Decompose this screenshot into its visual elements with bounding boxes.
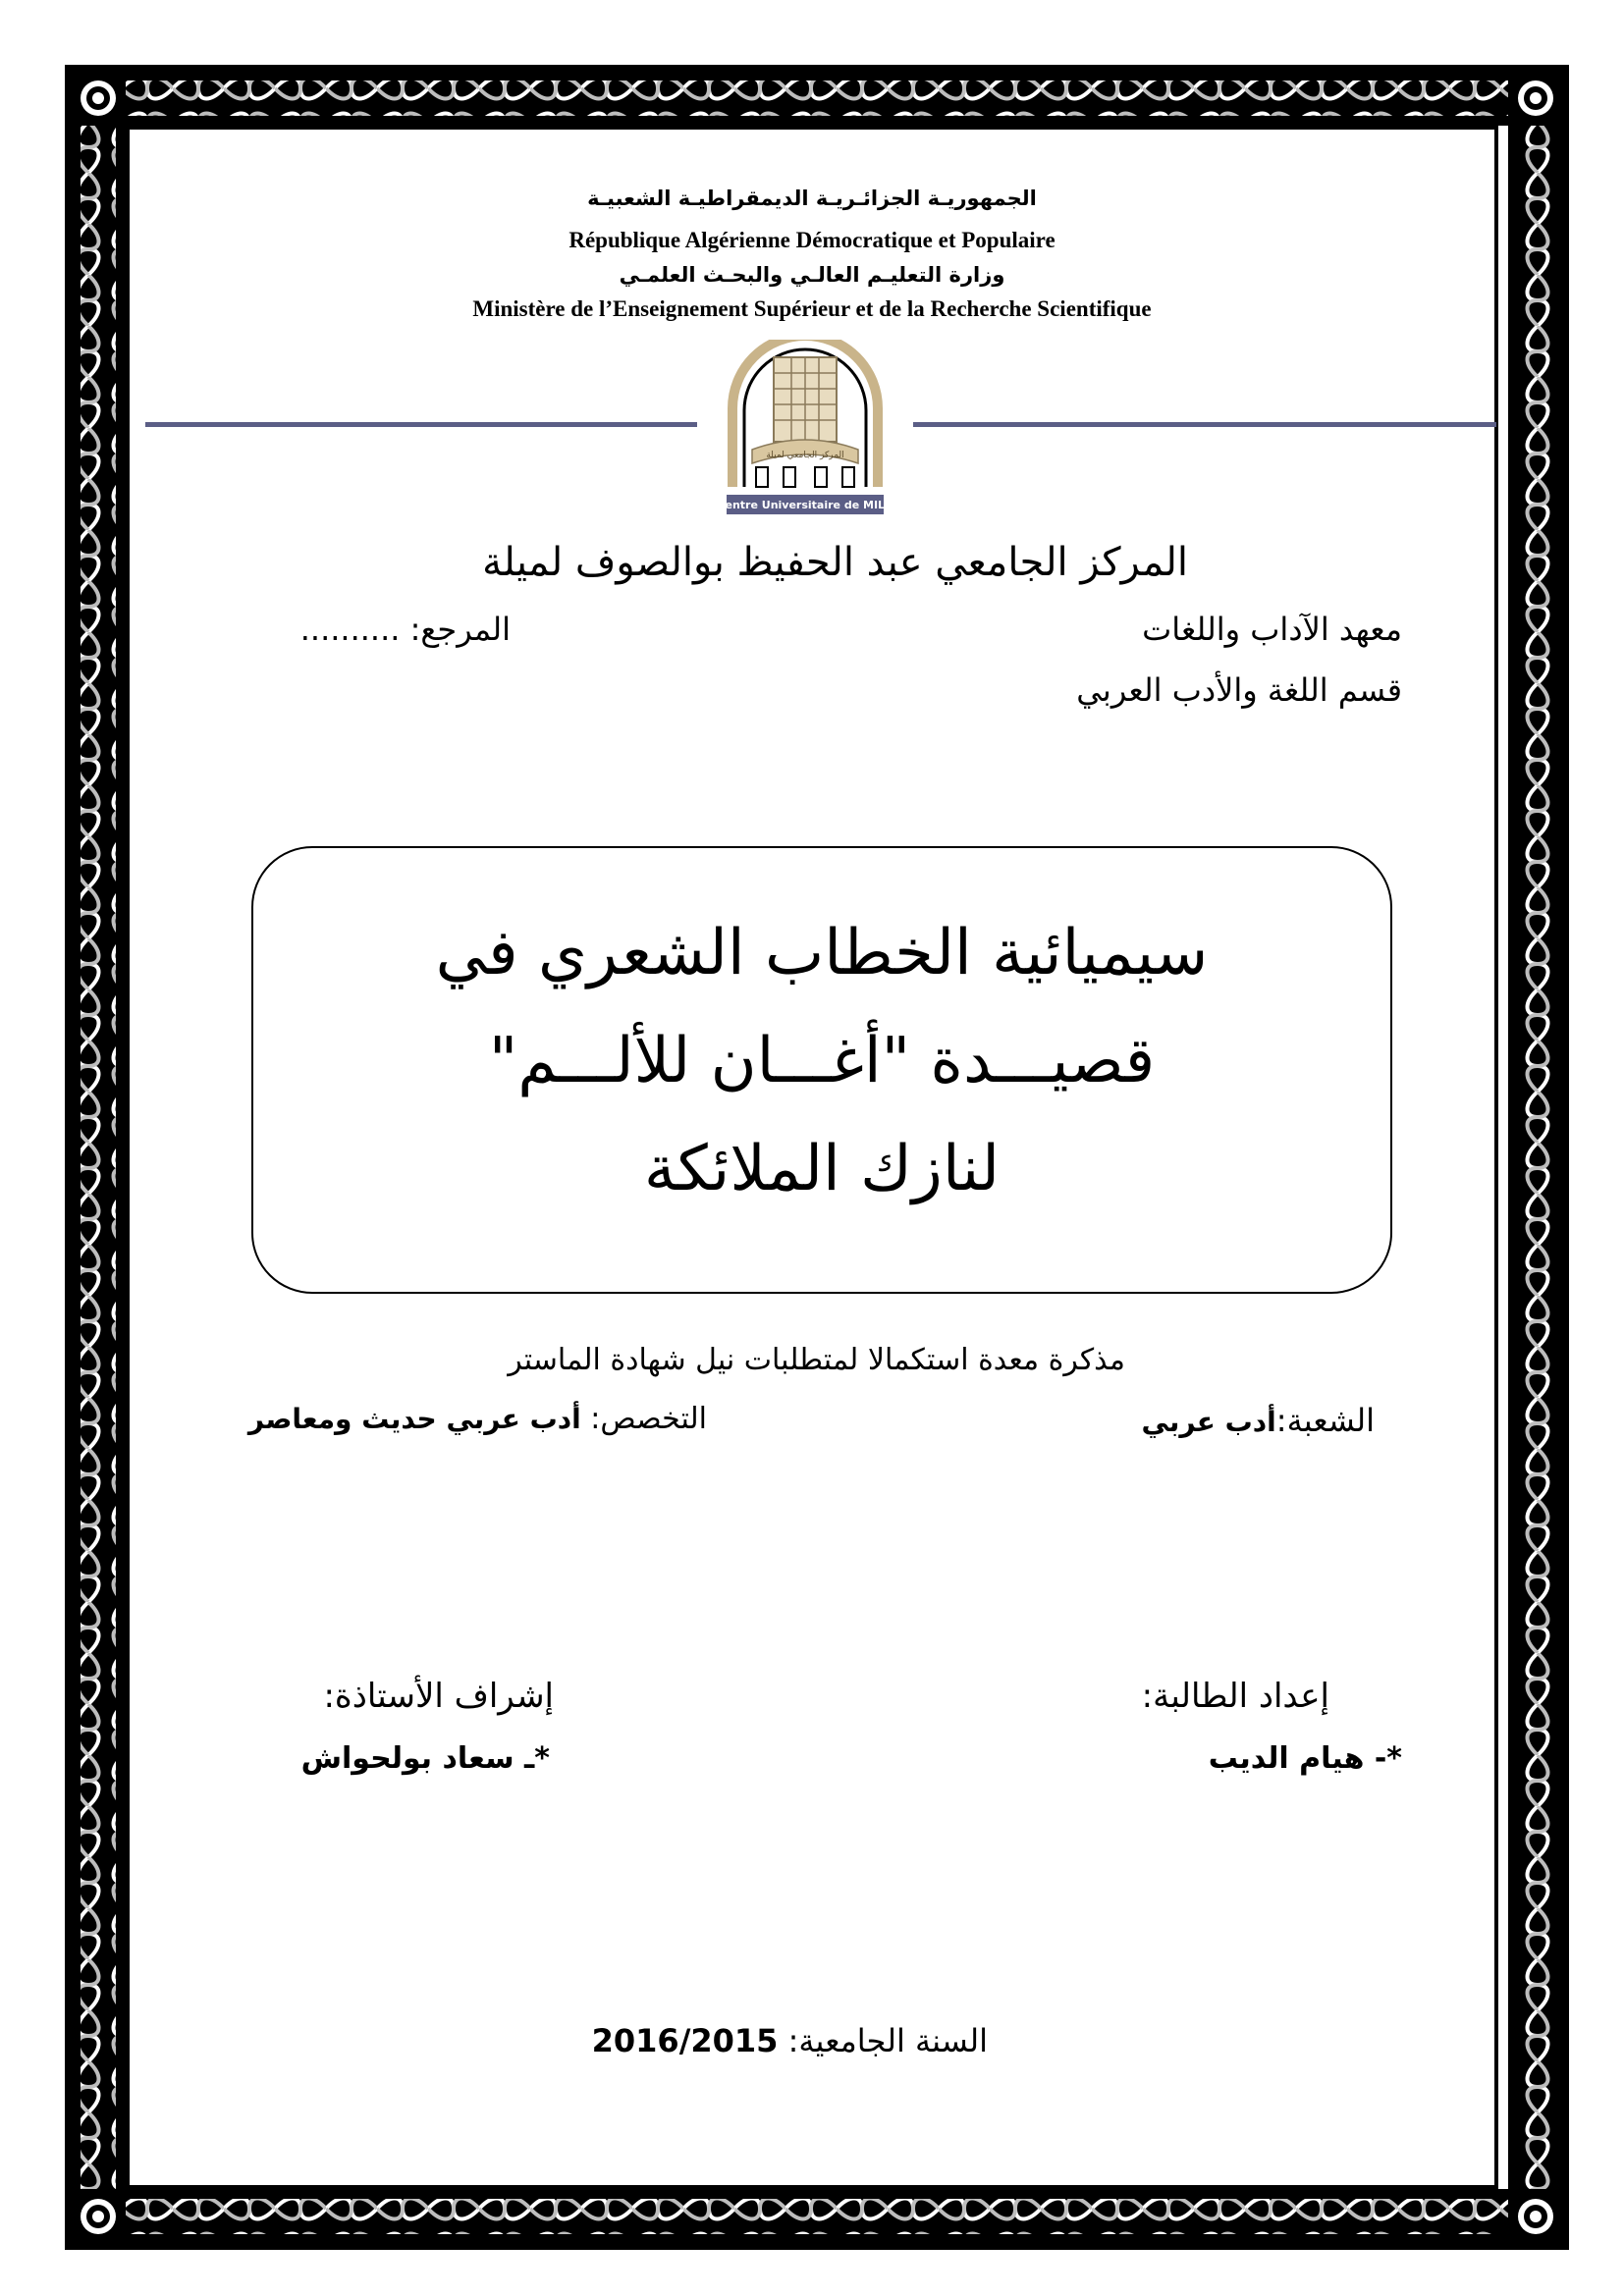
department-name: قسم اللغة والأدب العربي: [1076, 671, 1402, 709]
thesis-title-line-2: قصيـــدة "أغـــان للألـــم": [488, 1025, 1156, 1097]
header-rule-left: [145, 422, 697, 427]
university-building-icon: [713, 340, 897, 526]
ministry-arabic: وزارة التعليـم العالـي والبحـث العلمـي: [619, 263, 1005, 287]
supervisor-label: إشراف الأستاذة:: [323, 1677, 554, 1716]
specialty-line: [248, 1402, 707, 1436]
institute-name: معهد الآداب واللغات: [1142, 611, 1402, 648]
academic-year-label: السنة الجامعية:: [778, 2022, 988, 2059]
student-label: إعداد الطالبة:: [1141, 1677, 1329, 1716]
thesis-title-box: [251, 846, 1392, 1294]
thesis-title-line-3: لنازك الملائكة: [643, 1133, 1001, 1205]
specialty-value: أدب عربي حديث ومعاصر: [247, 1403, 581, 1435]
republic-french: République Algérienne Démocratique et Populaire: [568, 228, 1056, 252]
branch-value: أدب عربي: [1141, 1406, 1276, 1438]
supervisor-name: *ـ سعاد بولحواش: [300, 1741, 550, 1776]
logo-caption: Centre Universitaire de MILA: [717, 499, 893, 511]
specialty-label: التخصص:: [580, 1402, 707, 1436]
university-center-name: المركز الجامعي عبد الحفيظ بوالصوف لميلة: [482, 540, 1188, 585]
thesis-title-line-1: سيميائية الخطاب الشعري في: [435, 917, 1209, 989]
ministry-french: Ministère de l’Enseignement Supérieur et de la Recherche Scientifique: [472, 296, 1152, 321]
memo-purpose: مذكرة معدة استكمالا لمتطلبات نيل شهادة الماستر: [508, 1343, 1125, 1377]
logo-banner-text: المركز الجامعي لميلة: [766, 451, 844, 460]
student-name: *- هيام الديب: [1208, 1741, 1402, 1776]
republic-arabic: الجمهوريـة الجزائـريـة الديمقراطيـة الشعبيـة: [587, 187, 1037, 210]
university-logo: [713, 340, 897, 526]
branch-line: [1142, 1402, 1375, 1439]
reference-field: المرجع: ..........: [299, 611, 511, 648]
header-rule-right: [913, 422, 1496, 427]
branch-label: الشعبة:: [1275, 1402, 1375, 1439]
academic-year: [592, 2022, 988, 2059]
academic-year-value: 2016/2015: [591, 2022, 779, 2059]
